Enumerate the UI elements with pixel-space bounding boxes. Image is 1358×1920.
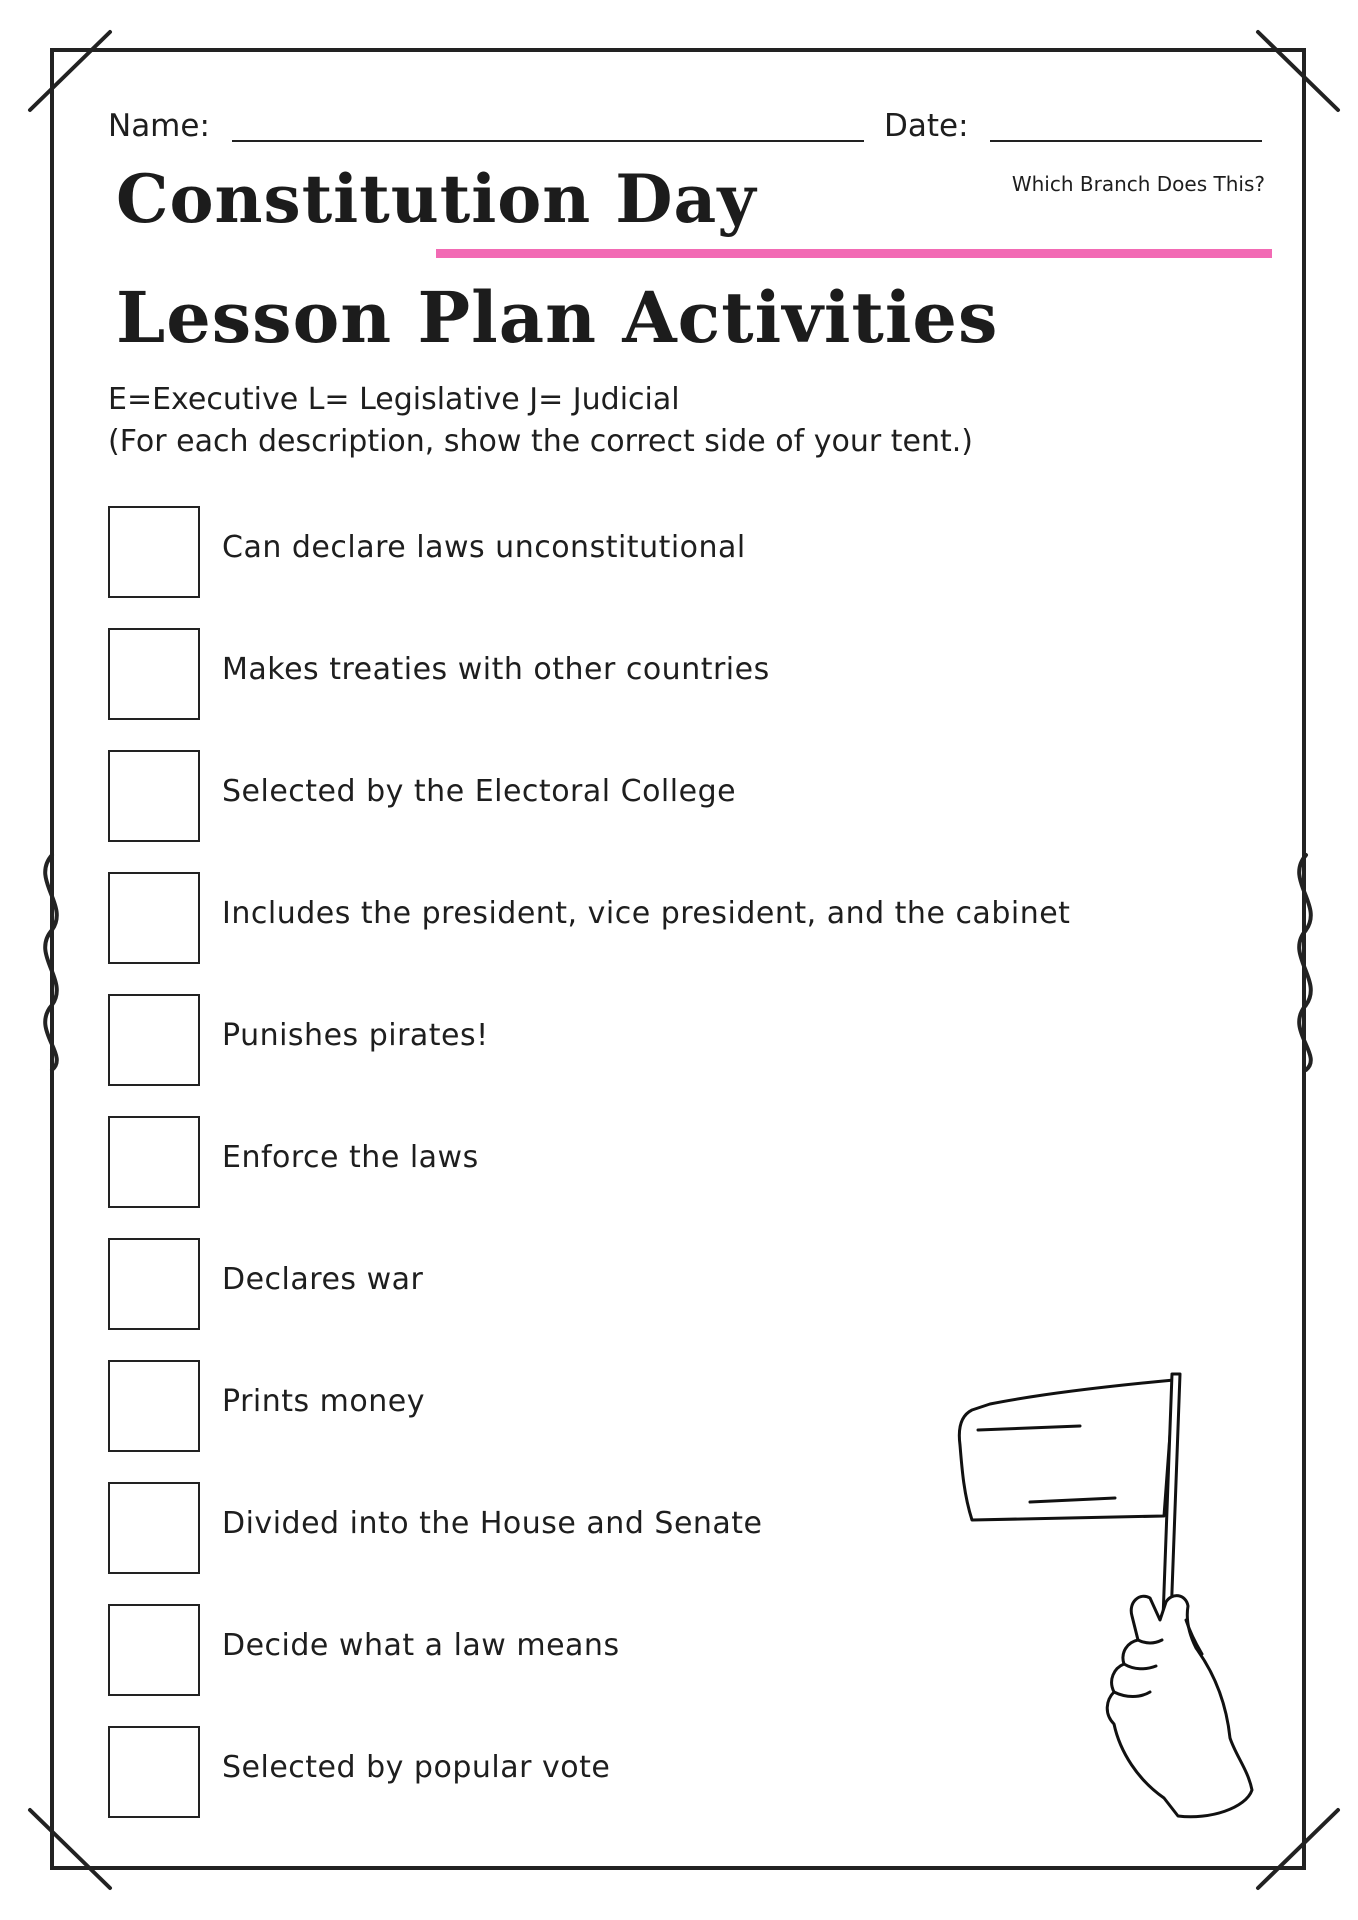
- date-field-line[interactable]: [990, 140, 1262, 142]
- answer-box[interactable]: [108, 1482, 200, 1574]
- item-description: Selected by popular vote: [222, 1750, 611, 1785]
- answer-box[interactable]: [108, 1726, 200, 1818]
- name-label: Name:: [108, 108, 210, 144]
- item-description: Punishes pirates!: [222, 1018, 489, 1053]
- page-title: Constitution Day: [116, 160, 757, 238]
- answer-box[interactable]: [108, 1604, 200, 1696]
- list-item: [108, 506, 1108, 600]
- item-description: Enforce the laws: [222, 1140, 479, 1175]
- item-description: Can declare laws unconstitutional: [222, 530, 746, 565]
- date-label: Date:: [884, 108, 969, 144]
- list-item: [108, 994, 1108, 1088]
- instructions: (For each description, show the correct side of your tent.): [108, 424, 973, 459]
- accent-divider: [436, 249, 1272, 258]
- page-subtitle: Lesson Plan Activities: [116, 276, 999, 359]
- answer-box[interactable]: [108, 628, 200, 720]
- answer-box[interactable]: [108, 1360, 200, 1452]
- answer-box[interactable]: [108, 506, 200, 598]
- list-item: [108, 750, 1108, 844]
- branch-legend: E=Executive L= Legislative J= Judicial: [108, 382, 680, 417]
- answer-box[interactable]: [108, 1116, 200, 1208]
- answer-box[interactable]: [108, 1238, 200, 1330]
- item-description: Makes treaties with other countries: [222, 652, 770, 687]
- item-description: Decide what a law means: [222, 1628, 620, 1663]
- hand-holding-flag-icon: [950, 1370, 1270, 1850]
- answer-box[interactable]: [108, 994, 200, 1086]
- list-item: [108, 628, 1108, 722]
- list-item: [108, 1238, 1108, 1332]
- item-description: Selected by the Electoral College: [222, 774, 737, 809]
- item-description: Divided into the House and Senate: [222, 1506, 763, 1541]
- name-field-line[interactable]: [232, 140, 864, 142]
- answer-box[interactable]: [108, 750, 200, 842]
- item-description: Prints money: [222, 1384, 425, 1419]
- item-description: Declares war: [222, 1262, 424, 1297]
- item-description: Includes the president, vice president, and the cabinet: [222, 896, 1071, 931]
- subtitle: Which Branch Does This?: [1011, 172, 1265, 196]
- list-item: [108, 872, 1108, 966]
- list-item: [108, 1116, 1108, 1210]
- answer-box[interactable]: [108, 872, 200, 964]
